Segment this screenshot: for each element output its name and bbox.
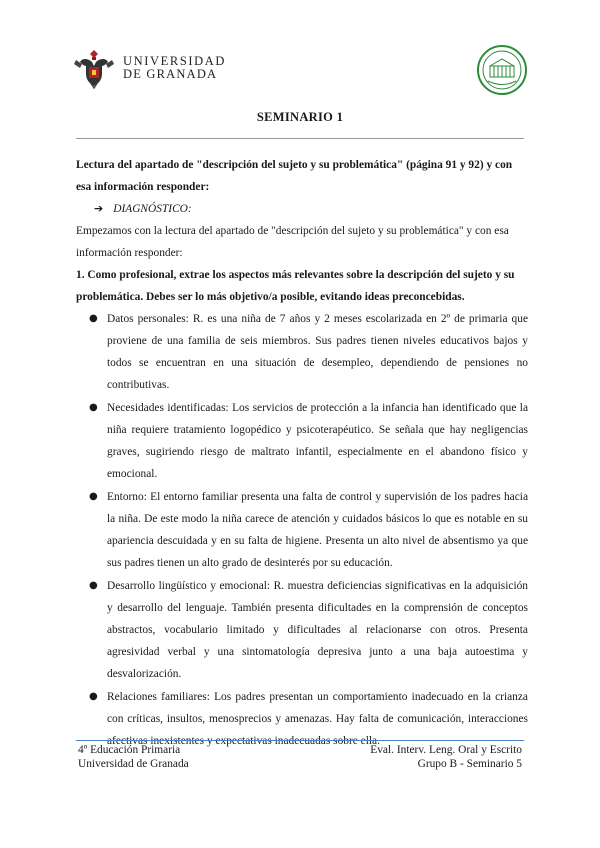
list-item-text: Desarrollo lingüístico y emocional: R. muestra deficiencias significativas en la adquisición y desarrollo del lenguaje. También presenta dificultades en la comprensión de conceptos abstractos, vocabulario limitado y dificultades al relacionarse con otros. Presenta agresividad verbal y una sintomatología depresiva junto a una baja autoestima y desvalorización. (107, 580, 528, 680)
bullet-icon: ● (89, 491, 98, 502)
page-header (72, 46, 528, 96)
list-item (76, 486, 528, 574)
footer-university: Universidad de Granada (78, 758, 189, 770)
list-item-text: Entorno: El entorno familiar presenta una falta de control y supervisión de los padres hacia la niña. De este modo la niña carece de atención y cuidados básicos lo que es notable en su apariencia descuidada y en su falta de higiene. Presenta un alto nivel de absentismo ya que sus padres tienen un alto grado de desinterés por su educación. (107, 491, 528, 569)
findings-list (76, 308, 528, 752)
list-item (76, 397, 528, 485)
list-item (76, 575, 528, 685)
university-crest-icon (72, 46, 116, 90)
footer-course: 4º Educación Primaria (78, 744, 181, 756)
footer-subject: Eval. Interv. Leng. Oral y Escrito (370, 744, 522, 756)
bullet-icon: ● (89, 402, 98, 413)
instruction-text: Lectura del apartado de "descripción del sujeto y su problemática" (página 91 y 92) y con esa información responder: (76, 159, 513, 193)
intro-paragraph: Empezamos con la lectura del apartado de "descripción del sujeto y su problemática" y con esa información responder: (76, 225, 509, 259)
list-item-text: Datos personales: R. es una niña de 7 años y 2 meses escolarizada en 2º de primaria que proviene de una familia de seis miembros. Sus padres tienen niveles educativos bajos y todos se encuentran en una situación de desempleo, dependiendo de pensiones no contributivas. (107, 313, 528, 391)
bullet-icon: ● (89, 313, 98, 324)
footer-divider (76, 740, 524, 741)
university-logo (72, 46, 226, 90)
university-name-line2: DE GRANADA (123, 67, 218, 81)
document-body (76, 154, 528, 753)
footer-right (370, 743, 522, 771)
diagnostic-label: DIAGNÓSTICO: (113, 203, 192, 215)
university-name (123, 55, 226, 81)
list-item (76, 308, 528, 396)
title-divider (76, 138, 524, 139)
list-item-text: Relaciones familiares: Los padres presentan un comportamiento inadecuado en la crianza con críticas, insultos, menosprecios y amenazas. Hay falta de comunicación, interacciones afectivas inexistentes y expectativas inadecuadas sobre ella. (107, 691, 528, 747)
faculty-seal-icon (476, 44, 528, 96)
footer-left (78, 743, 189, 771)
bullet-icon: ● (89, 691, 98, 702)
question-1: 1. Como profesional, extrae los aspectos más relevantes sobre la descripción del sujeto y su problemática. Debes ser lo más objetivo/a posible, evitando ideas preconcebidas. (76, 269, 515, 303)
document-title: SEMINARIO 1 (256, 110, 344, 124)
arrow-right-icon: ➔ (94, 202, 104, 215)
footer-group: Grupo B - Seminario 5 (417, 758, 522, 770)
diagnostic-subheading (94, 198, 528, 220)
list-item-text: Necesidades identificadas: Los servicios de protección a la infancia han identificado que la niña requiere tratamiento logopédico y psicoterapéutico. Se señala que hay negligencias graves, sugiriendo riesgo de maltrato infantil, especialmente en el abandono físico y emocional. (107, 402, 528, 480)
university-name-line1: UNIVERSIDAD (123, 54, 227, 68)
bullet-icon: ● (89, 580, 98, 591)
